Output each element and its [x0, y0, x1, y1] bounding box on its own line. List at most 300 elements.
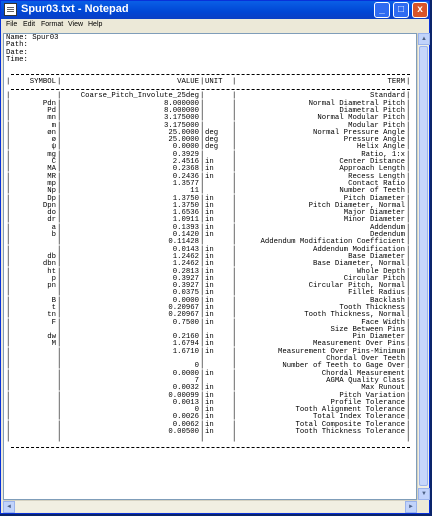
unit-cell: in [205, 398, 214, 407]
column-divider: | [406, 179, 411, 188]
column-divider: | [406, 128, 411, 137]
unit-cell: in [205, 340, 214, 349]
document-text [6, 35, 411, 451]
unit-cell: in [205, 406, 214, 415]
column-divider: | [6, 143, 11, 152]
column-divider: | [406, 282, 411, 291]
column-divider: | [232, 172, 237, 181]
header-line: Path: [6, 41, 28, 50]
title-bar[interactable] [1, 1, 429, 19]
value-cell: 0.2436 [172, 172, 199, 181]
menu-edit[interactable]: Edit [23, 21, 36, 28]
column-divider: | [232, 201, 237, 210]
column-header-row: | SYMBOL | VALUE | UNIT | TERM | [6, 77, 411, 86]
unit-cell: in [205, 165, 214, 174]
term-cell: Addendum [369, 223, 405, 232]
value-cell: 1.6710 [172, 347, 199, 356]
column-divider: | [232, 179, 237, 188]
unit-cell: in [205, 303, 214, 312]
value-cell: 0.0062 [172, 420, 199, 429]
menu-view[interactable]: View [68, 21, 84, 28]
unit-cell: in [205, 311, 214, 320]
column-divider: | [232, 150, 237, 159]
column-divider: | [406, 114, 411, 123]
minimize-button[interactable]: _ [374, 2, 390, 18]
scroll-left-arrow-icon[interactable]: ◄ [3, 501, 15, 513]
value-cell: 3.175000 [163, 114, 199, 123]
menu-file[interactable]: File [6, 21, 18, 28]
column-divider: | [232, 158, 237, 167]
unit-cell: in [205, 413, 214, 422]
symbol-cell: øn [47, 128, 56, 137]
column-divider: | [200, 303, 205, 312]
column-divider: | [57, 325, 62, 334]
value-cell: Coarse_Pitch_Involute_25deg [80, 92, 199, 101]
column-divider: | [6, 201, 11, 210]
column-divider: | [57, 150, 62, 159]
close-button[interactable]: x [412, 2, 428, 18]
column-divider: | [6, 420, 11, 429]
symbol-cell: ø [51, 136, 56, 145]
value-cell: 3.175000 [163, 121, 199, 130]
column-divider: | [406, 362, 411, 371]
maximize-button[interactable]: □ [393, 2, 409, 18]
header-line [6, 64, 411, 71]
table-row [6, 429, 411, 436]
value-cell: 0.2368 [172, 165, 199, 174]
column-divider: | [406, 150, 411, 159]
column-divider: | [57, 260, 62, 269]
term-cell: Face Width [361, 318, 405, 327]
column-divider: | [6, 355, 11, 364]
unit-cell: in [205, 428, 214, 437]
column-divider: | [406, 158, 411, 167]
value-cell: 0.0375 [172, 289, 199, 298]
value-cell: 0.1393 [172, 223, 199, 232]
value-cell: 0.7500 [172, 318, 199, 327]
column-divider: | [57, 92, 62, 101]
term-cell: Whole Depth [356, 267, 405, 276]
term-cell: Measurement Over Pins-Minimum [278, 347, 405, 356]
column-divider: | [406, 136, 411, 145]
column-divider: | [200, 201, 205, 210]
symbol-cell: dbn [42, 260, 56, 269]
term-cell: Max Runout [361, 384, 405, 393]
symbol-cell: B [51, 296, 56, 305]
column-divider: | [232, 143, 237, 152]
column-divider: | [232, 369, 237, 378]
term-cell: Dedendum [369, 231, 405, 240]
column-divider: | [200, 223, 205, 232]
column-divider: | [406, 106, 411, 115]
column-divider: | [57, 296, 62, 305]
term-cell: Modular Pitch [348, 121, 405, 130]
value-cell: 1.2462 [172, 252, 199, 261]
column-divider: | [57, 333, 62, 342]
column-divider: | [6, 172, 11, 181]
symbol-cell: do [47, 209, 56, 218]
column-divider: | [406, 311, 411, 320]
unit-cell: in [205, 369, 214, 378]
column-divider: | [200, 158, 205, 167]
unit-cell: in [205, 252, 214, 261]
column-divider: | [57, 413, 62, 422]
symbol-cell: C [51, 158, 56, 167]
column-divider: | [200, 420, 205, 429]
vertical-scroll-thumb[interactable] [419, 46, 428, 486]
column-divider: | [232, 209, 237, 218]
column-divider: | [200, 187, 205, 196]
unit-cell: in [205, 223, 214, 232]
unit-cell: in [205, 245, 214, 254]
symbol-cell: dr [47, 216, 56, 225]
value-cell: 0.0026 [172, 413, 199, 422]
notepad-icon[interactable] [4, 3, 17, 16]
column-divider: | [406, 121, 411, 130]
column-divider: | [232, 296, 237, 305]
term-cell: Normal Pressure Angle [313, 128, 405, 137]
column-divider: | [406, 274, 411, 283]
value-cell: 0.0032 [172, 384, 199, 393]
column-divider: | [200, 355, 205, 364]
term-cell: Size Between Pins [330, 325, 405, 334]
column-divider: | [6, 187, 11, 196]
column-divider: | [200, 340, 205, 349]
column-divider: | [57, 355, 62, 364]
symbol-cell: ht [47, 267, 56, 276]
column-divider: | [57, 391, 62, 400]
term-cell: Major Diameter [343, 209, 405, 218]
column-divider: | [232, 92, 237, 101]
column-divider: | [57, 362, 62, 371]
value-cell: 0.00500 [168, 428, 199, 437]
symbol-cell: pn [47, 282, 56, 291]
window-title: Spur03.txt - Notepad [21, 3, 129, 15]
column-divider: | [57, 194, 62, 203]
term-cell: Total Composite Tolerance [295, 420, 405, 429]
column-divider: | [200, 99, 205, 108]
unit-cell: in [205, 274, 214, 283]
column-divider: | [406, 303, 411, 312]
column-divider: | [200, 150, 205, 159]
value-cell: 25.0000 [168, 136, 199, 145]
column-divider: | [57, 136, 62, 145]
term-cell: Backlash [369, 296, 405, 305]
column-divider: | [406, 369, 411, 378]
term-cell: Number of Teeth to Gage Over [282, 362, 405, 371]
column-divider: | [6, 428, 11, 437]
column-divider: | [232, 187, 237, 196]
column-divider: | [232, 398, 237, 407]
column-divider: | [406, 252, 411, 261]
unit-cell: deg [205, 136, 219, 145]
column-divider: | [232, 362, 237, 371]
column-divider: | [406, 92, 411, 101]
column-divider: | [57, 209, 62, 218]
term-cell: Standard [369, 92, 405, 101]
term-cell: Circular Pitch, Normal [308, 282, 405, 291]
scroll-right-arrow-icon[interactable]: ► [405, 501, 417, 513]
column-divider: | [406, 384, 411, 393]
column-divider: | [406, 325, 411, 334]
unit-cell: in [205, 391, 214, 400]
column-divider: | [406, 99, 411, 108]
unit-cell: in [205, 420, 214, 429]
column-divider: | [406, 318, 411, 327]
column-divider: | [406, 398, 411, 407]
column-divider: | [6, 406, 11, 415]
term-cell: Normal Diametral Pitch [308, 99, 405, 108]
header-line: Date: [6, 48, 28, 57]
column-divider: | [6, 216, 11, 225]
text-editor[interactable] [3, 33, 417, 500]
value-cell: 0.3927 [172, 274, 199, 283]
column-divider: | [6, 128, 11, 137]
column-divider: | [200, 194, 205, 203]
table-row [6, 144, 411, 151]
column-divider: | [57, 128, 62, 137]
column-divider: | [200, 245, 205, 254]
column-divider: | [232, 376, 237, 385]
column-divider: | [57, 223, 62, 232]
column-divider: | [200, 209, 205, 218]
column-divider: | [200, 325, 205, 334]
column-divider: | [406, 391, 411, 400]
term-cell: Tooth Thickness Tolerance [295, 428, 405, 437]
column-divider: | [406, 194, 411, 203]
column-divider: | [232, 391, 237, 400]
value-cell: 0.00099 [168, 391, 199, 400]
column-divider: | [200, 311, 205, 320]
column-divider: | [6, 311, 11, 320]
column-divider: | [57, 252, 62, 261]
column-divider: | [232, 99, 237, 108]
column-divider: | [57, 274, 62, 283]
column-divider: | [6, 209, 11, 218]
column-divider: | [6, 413, 11, 422]
column-divider: | [57, 121, 62, 130]
unit-cell: in [205, 318, 214, 327]
column-divider: | [406, 347, 411, 356]
column-divider: | [200, 391, 205, 400]
column-divider: | [200, 238, 205, 247]
scroll-down-arrow-icon[interactable]: ▼ [418, 488, 430, 500]
value-cell: 0.3929 [172, 150, 199, 159]
value-cell: 0.11428 [168, 238, 199, 247]
term-cell: Diametral Pitch [339, 106, 405, 115]
term-cell: Pitch Variation [339, 391, 405, 400]
value-cell: 0.2160 [172, 333, 199, 342]
column-divider: | [57, 143, 62, 152]
column-divider: | [406, 340, 411, 349]
column-divider: | [232, 274, 237, 283]
column-divider: | [232, 420, 237, 429]
value-cell: 8.000000 [163, 99, 199, 108]
term-cell: Normal Modular Pitch [317, 114, 405, 123]
column-divider: | [232, 194, 237, 203]
symbol-cell: Np [47, 187, 56, 196]
column-divider: | [57, 398, 62, 407]
column-divider: | [6, 252, 11, 261]
column-divider: | [6, 114, 11, 123]
column-divider: | [57, 114, 62, 123]
column-divider: | [232, 238, 237, 247]
column-divider: | [200, 92, 205, 101]
column-divider: | [406, 355, 411, 364]
column-divider: | [200, 252, 205, 261]
column-divider: | [200, 106, 205, 115]
column-divider: | [57, 282, 62, 291]
column-divider: | [232, 413, 237, 422]
column-divider: | [6, 303, 11, 312]
value-cell: 0.20967 [168, 303, 199, 312]
term-cell: Center Distance [339, 158, 405, 167]
column-divider: | [57, 231, 62, 240]
column-divider: | [6, 391, 11, 400]
value-cell: 1.2462 [172, 260, 199, 269]
column-divider: | [406, 231, 411, 240]
symbol-cell: MA [47, 165, 56, 174]
column-divider: | [200, 274, 205, 283]
column-divider: | [6, 347, 11, 356]
column-divider: | [6, 99, 11, 108]
symbol-header: SYMBOL [29, 77, 56, 86]
column-divider: | [6, 92, 11, 101]
value-cell: 8.000000 [163, 106, 199, 115]
column-divider: | [232, 406, 237, 415]
column-divider: | [406, 223, 411, 232]
column-divider: | [200, 143, 205, 152]
term-cell: Profile Tolerance [330, 398, 405, 407]
column-divider: | [6, 106, 11, 115]
value-cell: 1.0911 [172, 216, 199, 225]
column-divider: | [6, 260, 11, 269]
column-divider: | [6, 369, 11, 378]
column-divider: | [200, 165, 205, 174]
column-divider: | [232, 260, 237, 269]
column-divider: | [57, 311, 62, 320]
symbol-cell: p [51, 274, 56, 283]
horizontal-scrollbar[interactable] [3, 500, 417, 512]
column-divider: | [57, 201, 62, 210]
column-divider: | [6, 121, 11, 130]
symbol-cell: db [47, 252, 56, 261]
column-divider: | [57, 369, 62, 378]
column-divider: | [200, 216, 205, 225]
term-cell: Contact Ratio [348, 179, 405, 188]
column-divider: | [406, 333, 411, 342]
column-divider: | [6, 296, 11, 305]
value-cell: 1.3577 [172, 179, 199, 188]
column-divider: | [406, 201, 411, 210]
term-cell: AGMA Quality Class [326, 376, 405, 385]
column-divider: | [200, 114, 205, 123]
column-divider: | [57, 267, 62, 276]
column-divider: | [57, 172, 62, 181]
unit-cell: in [205, 333, 214, 342]
column-divider: | [200, 413, 205, 422]
term-cell: Minor Diameter [343, 216, 405, 225]
vertical-scrollbar[interactable] [417, 33, 429, 500]
column-divider: | [6, 289, 11, 298]
column-divider: | [57, 179, 62, 188]
column-divider: | [6, 376, 11, 385]
column-divider: | [6, 231, 11, 240]
column-divider: | [232, 106, 237, 115]
value-cell: 1.6536 [172, 209, 199, 218]
column-divider: | [200, 318, 205, 327]
column-divider: | [200, 136, 205, 145]
column-divider: | [57, 420, 62, 429]
term-cell: Chordal Over Teeth [326, 355, 405, 364]
column-divider: | [406, 289, 411, 298]
column-divider: | [200, 333, 205, 342]
column-divider: | [406, 267, 411, 276]
column-divider: | [232, 216, 237, 225]
symbol-cell: Dp [47, 194, 56, 203]
column-divider: | [232, 428, 237, 437]
table-separator [6, 444, 411, 451]
column-divider: | [57, 216, 62, 225]
menu-format[interactable]: Format [41, 21, 64, 28]
column-divider: | [200, 282, 205, 291]
value-cell: 2.4516 [172, 158, 199, 167]
column-divider: | [200, 376, 205, 385]
column-divider: | [232, 128, 237, 137]
column-divider: | [6, 223, 11, 232]
column-divider: | [200, 398, 205, 407]
value-cell: 0.1420 [172, 231, 199, 240]
value-header: VALUE [177, 77, 199, 86]
symbol-cell: b [51, 231, 56, 240]
column-divider: | [6, 179, 11, 188]
column-divider: | [57, 340, 62, 349]
column-divider: | [406, 143, 411, 152]
column-divider: | [406, 420, 411, 429]
column-divider: | [6, 150, 11, 159]
unit-header: UNIT [205, 77, 223, 86]
column-divider: | [57, 245, 62, 254]
symbol-cell: Pd [47, 106, 56, 115]
scroll-up-arrow-icon[interactable]: ▲ [418, 33, 430, 45]
column-divider: | [200, 369, 205, 378]
value-cell: 1.3750 [172, 194, 199, 203]
scrollbar-corner [417, 500, 429, 512]
column-divider: | [232, 114, 237, 123]
column-divider: | [200, 179, 205, 188]
column-divider: | [57, 238, 62, 247]
column-divider: | [232, 347, 237, 356]
column-divider: | [57, 289, 62, 298]
column-divider: | [200, 260, 205, 269]
column-divider: | [6, 136, 11, 145]
value-cell: 11 [190, 187, 199, 196]
column-divider: | [200, 121, 205, 130]
column-divider: | [57, 318, 62, 327]
menu-help[interactable]: Help [88, 21, 103, 28]
symbol-cell: a [51, 223, 56, 232]
term-cell: Pin Diameter [352, 333, 405, 342]
column-divider: | [232, 340, 237, 349]
column-divider: | [200, 384, 205, 393]
term-cell: Approach Length [339, 165, 405, 174]
term-cell: Pressure Angle [343, 136, 405, 145]
unit-cell: in [205, 347, 214, 356]
column-divider: | [6, 158, 11, 167]
column-divider: | [57, 376, 62, 385]
unit-cell: in [205, 194, 214, 203]
column-divider: | [6, 238, 11, 247]
